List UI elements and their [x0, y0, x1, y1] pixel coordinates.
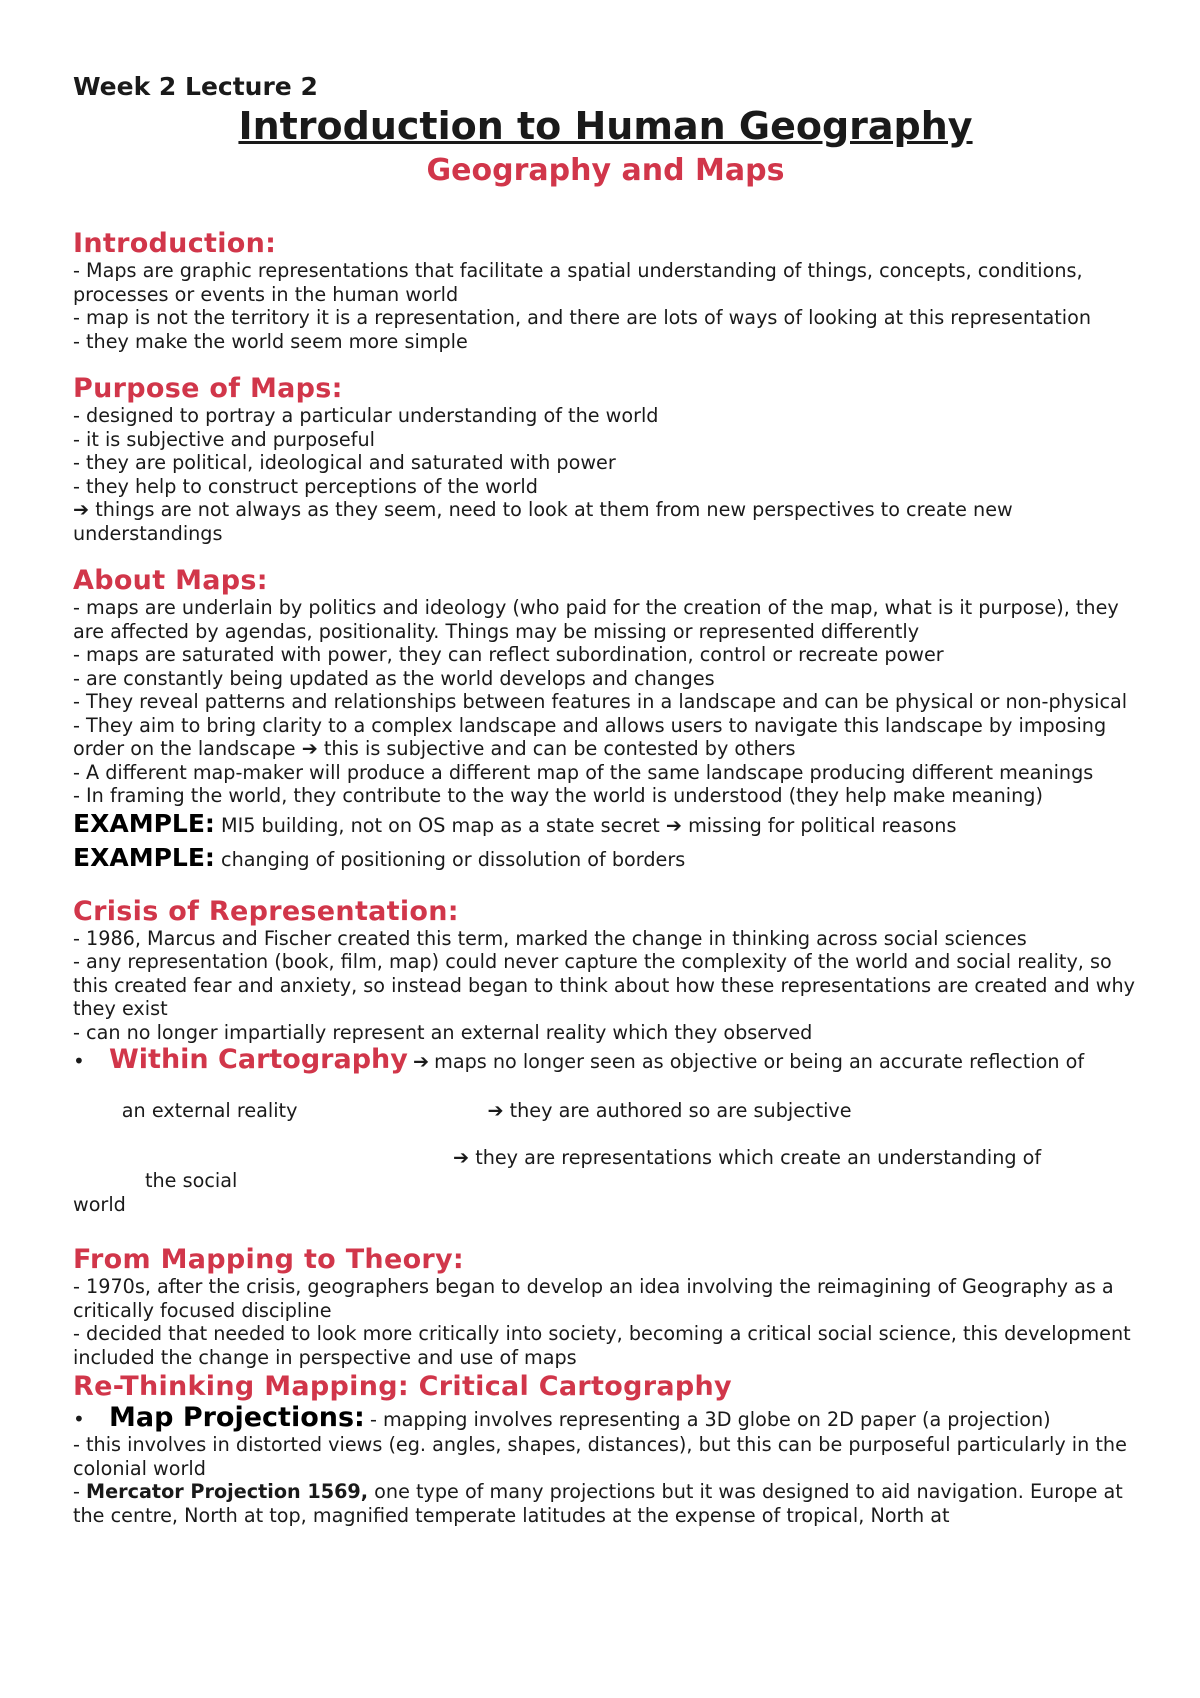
dash: -: [73, 1480, 87, 1503]
text-line: - A different map-maker will produce a different map of the same landscape producing different meanings: [73, 760, 1094, 784]
section-heading: About Maps:: [73, 565, 268, 596]
arrow-icon: ➔: [453, 1145, 470, 1169]
bullet-content: [109, 1402, 1051, 1433]
example-text-start: MI5 building, not on OS map as a state secret: [221, 813, 660, 837]
bullet-heading: Map Projections:: [109, 1402, 365, 1433]
text-line: - any representation (book, film, map) could never capture the complexity of the world and social reality, so this created fear and anxiety, so instead began to think about how these representations are created and why they exist: [73, 950, 1135, 1020]
arrow-icon: ➔: [487, 1098, 504, 1122]
example-text: changing of positioning or dissolution of borders: [221, 847, 686, 871]
text-line: - 1986, Marcus and Fischer created this term, marked the change in thinking across social sciences: [73, 926, 1027, 950]
bullet-text: they are authored so are subjective: [509, 1098, 852, 1122]
text-line: - this involves in distorted views (eg. angles, shapes, distances), but this can be purposeful particularly in the colonial world: [73, 1433, 1127, 1480]
text-line: [73, 1146, 1138, 1170]
text-line: - They reveal patterns and relationships between features in a landscape and can be physical or non-physical: [73, 690, 1128, 713]
text-line: - they help to construct perceptions of the world: [73, 474, 538, 498]
arrow-line-text: things are not always as they seem, need to look at them from new perspectives to create new understandings: [73, 498, 1013, 545]
bullet-item: [73, 1044, 1138, 1075]
bullet-icon: •: [73, 1407, 85, 1431]
bullet-text: maps no longer seen as objective or being an accurate reflection of: [434, 1050, 1085, 1073]
text-line: - 1970s, after the crisis, geographers began to develop an idea involving the reimagining of Geography as a critically focused discipline: [73, 1275, 1114, 1322]
document-title: Introduction to Human Geography: [238, 104, 973, 148]
example-text-end: missing for political reasons: [688, 813, 957, 837]
arrow-icon: ➔: [301, 737, 318, 760]
bullet-text: an external reality: [121, 1098, 298, 1122]
text-line: - decided that needed to look more critically into society, becoming a critical social science, this development included the change in perspective and use of maps: [73, 1322, 1131, 1369]
text-line: the social: [145, 1169, 238, 1192]
example-label: EXAMPLE:: [73, 808, 215, 838]
example-label: EXAMPLE:: [73, 842, 215, 872]
text-line: - map is not the territory it is a representation, and there are lots of ways of looking at this representation: [73, 306, 1092, 329]
bullet-icon: •: [73, 1049, 85, 1073]
clarity-text-start: - They aim to bring clarity to a complex landscape and allows users to navigate this landscape by imposing order on the landscape: [73, 713, 1107, 760]
text-line: - In framing the world, they contribute to the way the world is understood (they help make meaning): [73, 784, 1043, 807]
section-introduction: [73, 228, 1138, 353]
text-line: - are constantly being updated as the world develops and changes: [73, 666, 715, 690]
text-line: - maps are saturated with power, they can reflect subordination, control or recreate power: [73, 643, 944, 666]
bullet-heading: Within Cartography: [109, 1044, 408, 1075]
document-body: [73, 228, 1138, 1547]
text-line: [73, 714, 1138, 761]
lecture-label: Week 2 Lecture 2: [73, 72, 318, 101]
section-crisis: [73, 896, 1138, 1217]
text-line: [73, 498, 1138, 545]
section-purpose: [73, 373, 1138, 545]
text-line: [73, 1480, 1138, 1527]
bullet-text: - mapping involves representing a 3D globe on 2D paper (a projection): [369, 1408, 1051, 1431]
section-about: [73, 565, 1138, 876]
text-line: - they make the world seem more simple: [73, 329, 468, 353]
section-theory: [73, 1244, 1138, 1369]
text-line: - Maps are graphic representations that facilitate a spatial understanding of things, concepts, conditions, processes or events in the human world: [73, 259, 1083, 306]
text-line: - they are political, ideological and saturated with power: [73, 451, 616, 474]
mercator-label: Mercator Projection 1569,: [86, 1480, 369, 1503]
section-heading: Introduction:: [73, 228, 277, 259]
text-line: - maps are underlain by politics and ideology (who paid for the creation of the map, what is it purpose), they are affected by agendas, positionality. Things may be missing or represented differently: [73, 596, 1119, 643]
arrow-icon: ➔: [412, 1050, 430, 1073]
bullet-item: [73, 1402, 1138, 1433]
section-heading: From Mapping to Theory:: [73, 1244, 465, 1275]
section-rethinking: [73, 1371, 1138, 1527]
text-line: - can no longer impartially represent an external reality which they observed: [73, 1020, 813, 1044]
text-line: [73, 1075, 1138, 1146]
text-line: world: [73, 1192, 126, 1216]
section-heading: Re-Thinking Mapping: Critical Cartography: [73, 1371, 732, 1402]
arrow-icon: ➔: [73, 498, 90, 521]
text-line: - it is subjective and purposeful: [73, 427, 375, 451]
section-heading: Purpose of Maps:: [73, 373, 343, 404]
document-subtitle: Geography and Maps: [426, 153, 785, 188]
arrow-icon: ➔: [665, 813, 682, 837]
section-heading: Crisis of Representation:: [73, 895, 459, 927]
mercator-text: one type of many projections but it was designed to aid navigation. Europe at the centre, North at top, magnified temperate latitudes at the expense of tropical, North at: [73, 1480, 1123, 1527]
bullet-content: [109, 1044, 1084, 1075]
clarity-text-end: this is subjective and can be contested by others: [323, 737, 796, 760]
example-row: [73, 808, 1138, 842]
text-line: - designed to portray a particular understanding of the world: [73, 404, 659, 427]
example-row: [73, 842, 1138, 876]
bullet-text: they are representations which create an understanding of: [475, 1145, 1042, 1169]
